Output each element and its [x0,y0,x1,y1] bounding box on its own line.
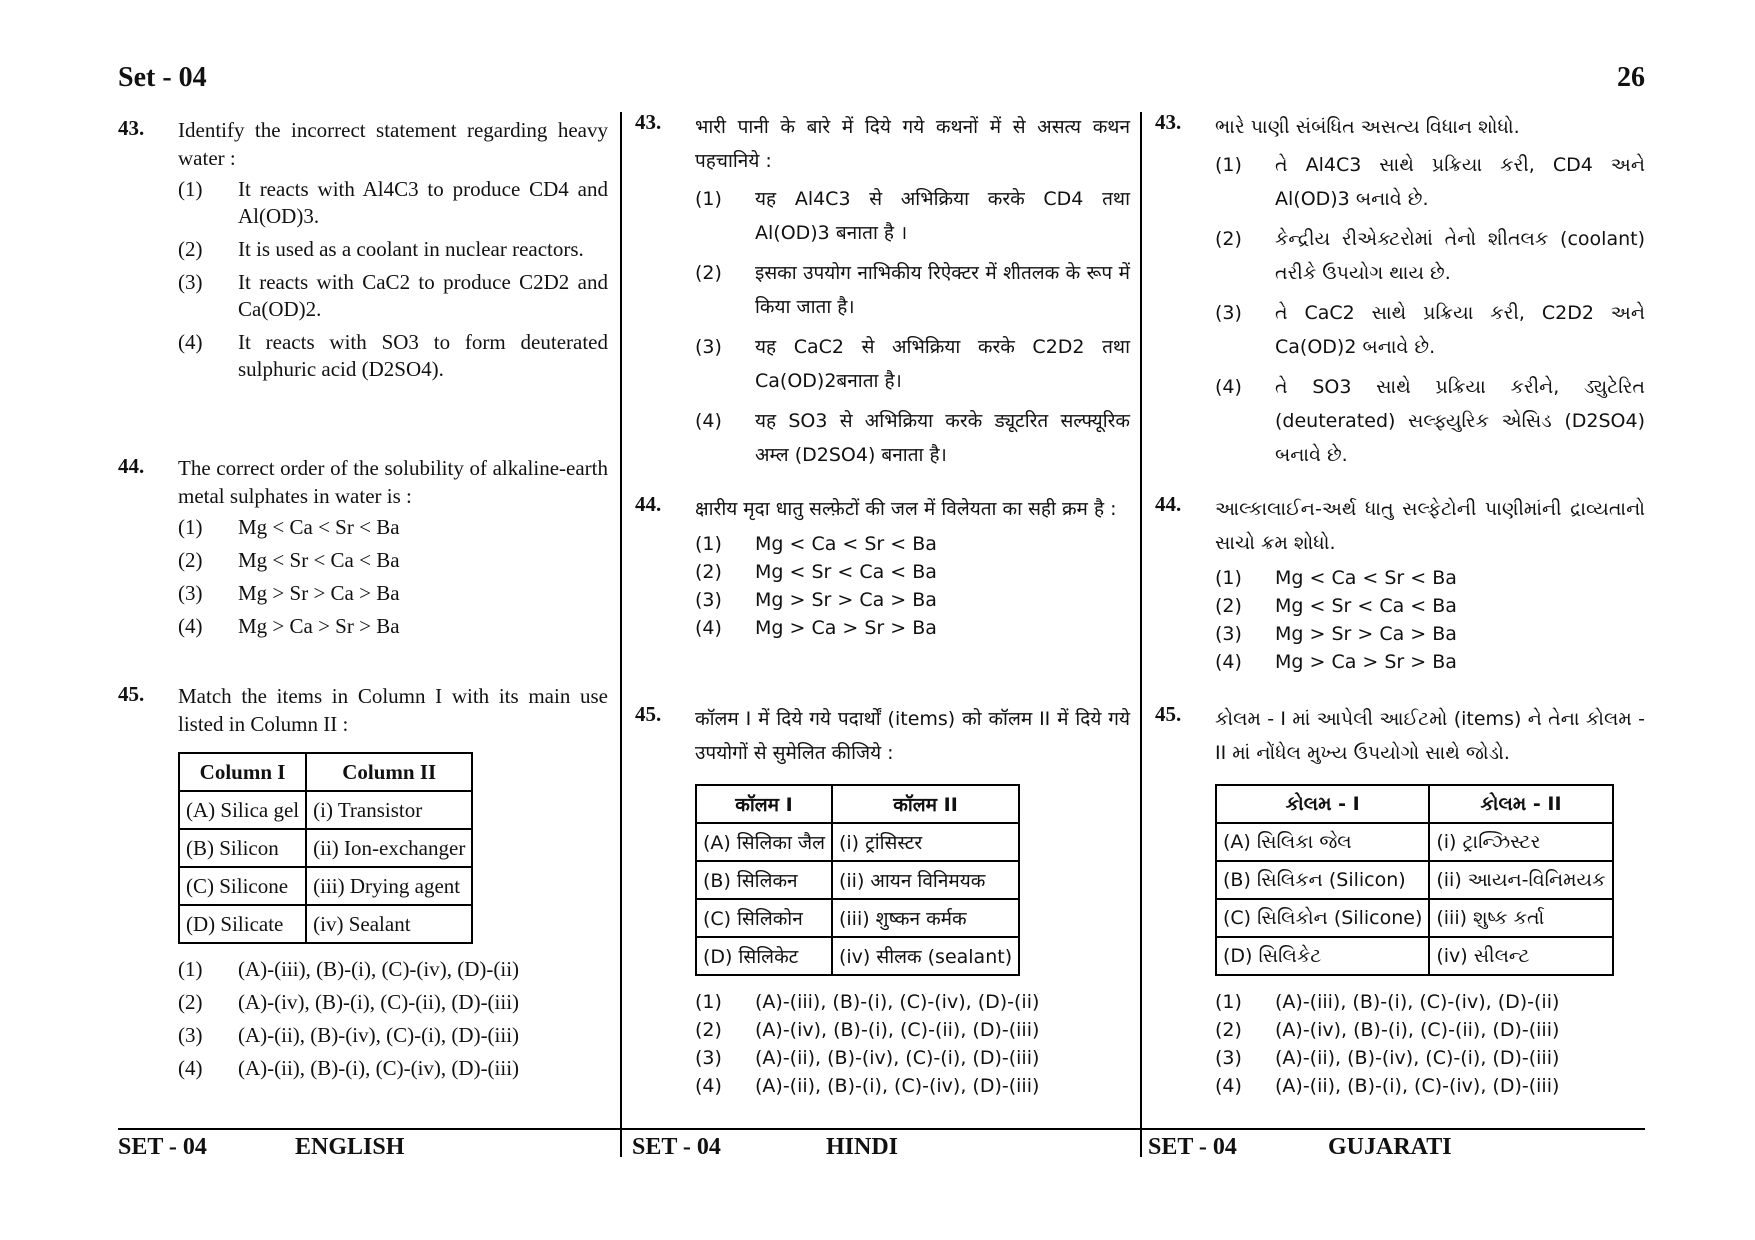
match-table [1215,784,1614,976]
option-number: (4) [178,1056,203,1080]
option-item [178,613,608,640]
table-cell: (i) ट्रांसिस्टर [832,823,1019,861]
question-44 [1155,492,1645,676]
option-text: Mg > Sr > Ca > Ba [238,581,400,605]
options-list [1215,148,1645,472]
option-item [1215,222,1645,290]
option-item [695,256,1130,324]
option-text: It reacts with CaC2 to produce C2D2 and Ca(OD)2. [238,270,608,321]
option-item [178,269,608,323]
question-45 [635,702,1130,1100]
option-number: (1) [695,188,722,210]
option-text: Mg > Sr > Ca > Ba [1275,623,1457,645]
question-text: Identify the incorrect statement regarding heavy water : [178,118,608,170]
option-item [1215,592,1645,620]
option-text: (A)-(iii), (B)-(i), (C)-(iv), (D)-(ii) [238,957,520,981]
option-text: यह Al4C3 से अभिक्रिया करके CD4 तथा Al(OD)3 बनाता है । [755,188,1130,244]
table-cell: (i) Transistor [306,791,472,829]
table-cell: (ii) आयन विनिमयक [832,861,1019,899]
option-number: (1) [1215,991,1242,1013]
option-item [178,989,608,1016]
question-45 [1155,702,1645,1100]
option-item [178,329,608,383]
question-number: 44. [635,492,662,516]
option-item [695,1044,1130,1072]
question-44 [635,492,1130,642]
question-number: 45. [1155,702,1182,726]
column-divider [1140,112,1142,1157]
table-row [696,861,1019,899]
option-number: (4) [178,330,203,354]
footer-lang-gujarati: GUJARATI [1328,1134,1452,1160]
option-text: તે CaC2 સાથે પ્રક્રિયા કરી, C2D2 અને Ca(OD)2 બનાવે છે. [1275,302,1645,358]
question-43 [1155,110,1645,478]
table-cell: (B) સિલિકન (Silicon) [1216,861,1429,899]
option-text: It reacts with SO3 to form deuterated sulphuric acid (D2SO4). [238,330,608,381]
option-item [178,514,608,541]
options-list [1215,564,1645,676]
option-item [1215,1016,1645,1044]
table-header: Column I [179,753,306,791]
table-cell: (iii) Drying agent [306,867,472,905]
option-text: Mg < Ca < Sr < Ba [238,515,400,539]
option-item [695,530,1130,558]
option-text: (A)-(ii), (B)-(i), (C)-(iv), (D)-(iii) [238,1056,520,1080]
option-text: (A)-(ii), (B)-(i), (C)-(iv), (D)-(iii) [1275,1075,1560,1097]
option-text: (A)-(iv), (B)-(i), (C)-(ii), (D)-(iii) [1275,1019,1560,1041]
option-item [1215,370,1645,472]
question-44 [118,454,608,646]
option-text: Mg < Sr < Ca < Ba [755,561,937,583]
option-number: (1) [178,957,203,981]
footer-set-english: SET - 04 [118,1134,207,1160]
option-item [1215,148,1645,216]
table-cell: (ii) આયન-વિનિમયક [1429,861,1612,899]
table-cell: (A) सिलिका जैल [696,823,832,861]
option-number: (4) [695,410,722,432]
option-number: (1) [178,177,203,201]
option-number: (2) [178,548,203,572]
option-item [178,1022,608,1049]
table-cell: (iv) सीलक (sealant) [832,937,1019,975]
option-text: (A)-(ii), (B)-(iv), (C)-(i), (D)-(iii) [1275,1047,1560,1069]
option-number: (4) [1215,1075,1242,1097]
option-number: (3) [178,581,203,605]
option-item [1215,1072,1645,1100]
table-cell: (D) Silicate [179,905,306,943]
option-text: Mg < Sr < Ca < Ba [238,548,400,572]
match-table [695,784,1020,976]
table-header: Column II [306,753,472,791]
table-cell: (i) ટ્રાન્ઝિસ્ટર [1429,823,1612,861]
option-number: (2) [695,262,722,284]
option-item [178,547,608,574]
table-cell: (iv) સીલન્ટ [1429,937,1612,975]
option-text: Mg > Ca > Sr > Ba [238,614,400,638]
option-text: (A)-(iii), (B)-(i), (C)-(iv), (D)-(ii) [755,991,1040,1013]
option-number: (1) [1215,567,1242,589]
option-number: (2) [178,237,203,261]
option-text: (A)-(iii), (B)-(i), (C)-(iv), (D)-(ii) [1275,991,1560,1013]
set-label: Set - 04 [118,62,207,93]
option-item [1215,620,1645,648]
question-text: કોલમ - I માં આપેલી આઈટમો (items) ને તેના કોલમ - II માં નોંધેલ મુખ્ય ઉપયોગો સાથે જોડો. [1215,708,1645,764]
table-cell: (C) સિલિકોન (Silicone) [1216,899,1429,937]
table-cell: (B) सिलिकन [696,861,832,899]
footer-rule [118,1128,1645,1130]
option-item [1215,648,1645,676]
table-cell: (D) सिलिकेट [696,937,832,975]
option-item [1215,1044,1645,1072]
option-number: (2) [1215,1019,1242,1041]
table-row [696,899,1019,937]
question-number: 43. [1155,110,1182,134]
option-number: (4) [1215,376,1242,398]
column-divider [620,112,622,1157]
table-row [696,937,1019,975]
table-row [179,791,472,829]
table-row [1216,823,1613,861]
option-number: (4) [695,1075,722,1097]
gujarati-column [1155,110,1645,1122]
option-item [695,1016,1130,1044]
option-item [695,614,1130,642]
option-item [695,330,1130,398]
option-number: (3) [1215,1047,1242,1069]
table-cell: (C) सिलिकोन [696,899,832,937]
question-number: 44. [118,454,145,478]
question-number: 45. [635,702,662,726]
option-number: (1) [695,991,722,1013]
option-text: તે Al4C3 સાથે પ્રક્રિયા કરી, CD4 અને Al(OD)3 બનાવે છે. [1275,154,1645,210]
table-header: कॉलम I [696,785,832,823]
option-number: (2) [1215,595,1242,617]
option-text: તે SO3 સાથે પ્રક્રિયા કરીને, ડ્યુટેરિત (deuterated) સલ્ફ્યુરિક એસિડ (D2SO4) બનાવે છે. [1275,376,1645,466]
table-row [1216,937,1613,975]
options-list [178,956,608,1082]
table-cell: (B) Silicon [179,829,306,867]
option-number: (2) [178,990,203,1014]
options-list [178,176,608,383]
option-number: (2) [695,561,722,583]
option-text: It reacts with Al4C3 to produce CD4 and Al(OD)3. [238,177,608,228]
table-cell: (iii) શુષ્ક કર્તા [1429,899,1612,937]
option-number: (3) [695,1047,722,1069]
option-number: (3) [178,270,203,294]
table-cell: (D) સિલિકેટ [1216,937,1429,975]
english-column [118,110,608,1122]
option-item [695,586,1130,614]
option-item [695,1072,1130,1100]
footer-set-hindi: SET - 04 [632,1134,721,1160]
option-number: (3) [695,336,722,358]
question-text: આલ્કાલાઈન-અર્થ ધાતુ સલ્ફેટોની પાણીમાંની દ્રાવ્યતાનો સાચો ક્રમ શોધો. [1215,498,1645,554]
table-cell: (A) સિલિકા જેલ [1216,823,1429,861]
question-text: भारी पानी के बारे में दिये गये कथनों में से असत्य कथन पहचानिये : [695,116,1130,172]
option-text: (A)-(iv), (B)-(i), (C)-(ii), (D)-(iii) [755,1019,1040,1041]
footer-lang-hindi: HINDI [826,1134,899,1160]
question-text: Match the items in Column I with its main use listed in Column II : [178,684,608,736]
options-list [178,514,608,640]
question-43 [635,110,1130,478]
option-number: (1) [178,515,203,539]
table-row [1216,899,1613,937]
question-number: 43. [118,116,145,140]
option-text: यह CaC2 से अभिक्रिया करके C2D2 तथा Ca(OD)2बनाता है। [755,336,1130,392]
question-45 [118,682,608,1088]
option-text: (A)-(ii), (B)-(iv), (C)-(i), (D)-(iii) [238,1023,520,1047]
option-text: Mg < Ca < Sr < Ba [755,533,937,555]
option-text: यह SO3 से अभिक्रिया करके ड्यूटरित सल्फ्यूरिक अम्ल (D2SO4) बनाता है। [755,410,1130,466]
option-number: (2) [1215,228,1242,250]
question-text: ભારે પાણી સંબંધિત અસત્ય વિધાન શોધો. [1215,116,1520,138]
options-list [1215,988,1645,1100]
option-item [178,956,608,983]
option-number: (2) [695,1019,722,1041]
option-text: It is used as a coolant in nuclear reactors. [238,237,584,261]
table-row [1216,861,1613,899]
question-43 [118,116,608,389]
option-item [1215,564,1645,592]
option-item [178,580,608,607]
footer-lang-english: ENGLISH [295,1134,405,1160]
option-item [695,404,1130,472]
option-number: (3) [1215,302,1242,324]
footer-set-gujarati: SET - 04 [1148,1134,1237,1160]
table-cell: (A) Silica gel [179,791,306,829]
table-row [179,905,472,943]
table-header: कॉलम II [832,785,1019,823]
option-text: इसका उपयोग नाभिकीय रिऐक्टर में शीतलक के रूप में किया जाता है। [755,262,1130,318]
match-table [178,752,473,944]
option-item [695,558,1130,586]
option-item [1215,988,1645,1016]
option-text: Mg < Sr < Ca < Ba [1275,595,1457,617]
option-item [178,176,608,230]
option-item [178,1055,608,1082]
option-number: (4) [1215,651,1242,673]
table-row [179,867,472,905]
table-cell: (iv) Sealant [306,905,472,943]
options-list [695,530,1130,642]
table-cell: (ii) Ion-exchanger [306,829,472,867]
table-header: કોલમ - I [1216,785,1429,823]
option-item [695,988,1130,1016]
table-row [179,829,472,867]
option-text: (A)-(ii), (B)-(iv), (C)-(i), (D)-(iii) [755,1047,1040,1069]
page-number: 26 [1617,62,1645,93]
option-text: Mg > Sr > Ca > Ba [755,589,937,611]
table-cell: (iii) शुष्कन कर्मक [832,899,1019,937]
option-text: Mg > Ca > Sr > Ba [755,617,937,639]
table-row [696,823,1019,861]
option-item [1215,296,1645,364]
question-number: 45. [118,682,145,706]
option-text: (A)-(ii), (B)-(i), (C)-(iv), (D)-(iii) [755,1075,1040,1097]
question-text: क्षारीय मृदा धातु सल्फ़ेटों की जल में विलेयता का सही क्रम है : [695,498,1117,520]
question-text: The correct order of the solubility of alkaline-earth metal sulphates in water is : [178,456,608,508]
option-item [178,236,608,263]
table-cell: (C) Silicone [179,867,306,905]
option-text: Mg < Ca < Sr < Ba [1275,567,1457,589]
table-header: કોલમ - II [1429,785,1612,823]
option-number: (3) [1215,623,1242,645]
question-text: कॉलम I में दिये गये पदार्थों (items) को कॉलम II में दिये गये उपयोगों से सुमेलित कीजिये : [695,708,1130,764]
option-number: (4) [178,614,203,638]
question-number: 44. [1155,492,1182,516]
option-text: (A)-(iv), (B)-(i), (C)-(ii), (D)-(iii) [238,990,520,1014]
option-text: કેન્દ્રીય રીએક્ટરોમાં તેનો શીતલક (coolant) તરીકે ઉપયોગ થાય છે. [1275,228,1645,284]
option-number: (3) [695,589,722,611]
option-number: (1) [695,533,722,555]
options-list [695,988,1130,1100]
options-list [695,182,1130,472]
option-number: (3) [178,1023,203,1047]
option-number: (4) [695,617,722,639]
hindi-column [635,110,1130,1122]
option-text: Mg > Ca > Sr > Ba [1275,651,1457,673]
question-number: 43. [635,110,662,134]
option-item [695,182,1130,250]
option-number: (1) [1215,154,1242,176]
